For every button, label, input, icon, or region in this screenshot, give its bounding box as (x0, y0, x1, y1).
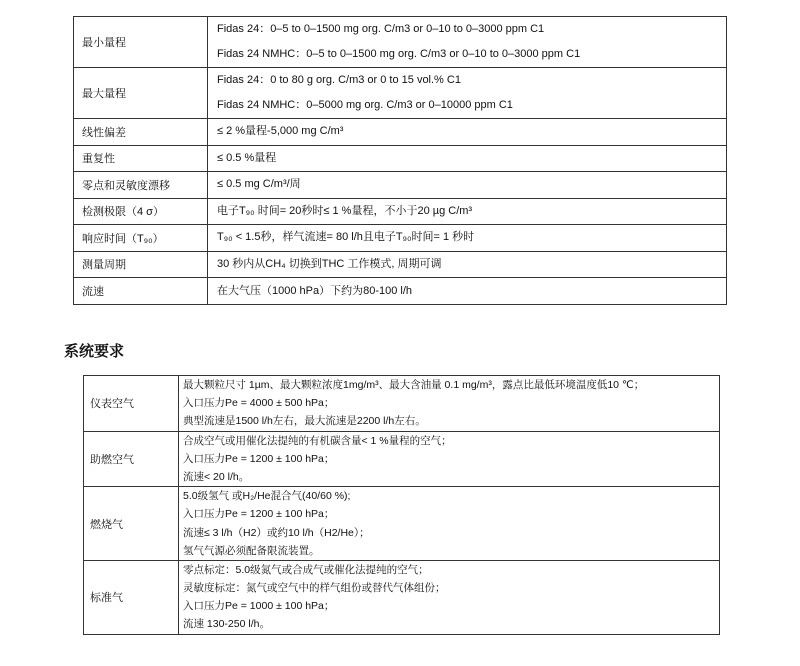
value-line: ≤ 0.5 %量程 (217, 151, 277, 164)
table-row (74, 145, 727, 172)
row-label: 响应时间（T₉₀） (74, 225, 208, 252)
value-line: ≤ 2 %量程-5,000 mg C/m³ (217, 125, 344, 137)
value-line: 典型流速是1500 l/h左右，最大流速是2200 l/h左右。 (183, 415, 426, 428)
table-row (84, 431, 720, 487)
row-value (208, 198, 727, 225)
row-label: 助燃空气 (84, 431, 179, 487)
row-label: 重复性 (74, 145, 208, 172)
value-line: Fidas 24 NMHC：0–5 to 0–1500 mg org. C/m3 or 0–10 to 0–3000 ppm C1 (217, 48, 581, 60)
row-label: 测量周期 (74, 251, 208, 278)
row-value (208, 119, 727, 146)
value-line: Fidas 24：0 to 80 g org. C/m3 or 0 to 15 vol.% C1 (217, 74, 461, 86)
value-line: 流速 130-250 l/h。 (183, 618, 270, 631)
value-line: 灵敏度标定：氮气或空气中的样气组份或替代气体组份； (183, 582, 446, 595)
value-line: 入口压力Pe = 1000 ± 100 hPa； (183, 600, 335, 613)
value-line: 零点标定：5.0级氮气或合成气或催化法提纯的空气； (183, 563, 429, 576)
value-line: 在大气压（1000 hPa）下约为80-100 l/h (217, 285, 413, 297)
table-row (74, 198, 727, 225)
row-value (208, 278, 727, 305)
value-line: 电子T₉₀ 时间= 20秒时≤ 1 %量程，不小于20 µg C/m³ (217, 204, 473, 217)
row-label: 检测极限（4 σ） (74, 198, 208, 225)
value-line: 入口压力Pe = 1200 ± 100 hPa； (183, 508, 335, 521)
value-line: 流速< 20 l/h。 (183, 470, 250, 483)
row-value (208, 145, 727, 172)
value-line: 30 秒内从CH₄ 切换到THC 工作模式, 周期可调 (217, 257, 442, 270)
row-label: 燃烧气 (84, 487, 179, 561)
row-value (179, 560, 720, 634)
value-line: 氢气气源必须配备限流装置。 (183, 544, 320, 557)
row-label: 标准气 (84, 560, 179, 634)
system-requirements-table (83, 375, 720, 635)
value-line: 入口压力Pe = 1200 ± 100 hPa； (183, 452, 335, 465)
value-line: T₉₀ < 1.5秒，样气流速= 80 l/h且电子T₉₀时间= 1 秒时 (217, 231, 475, 243)
value-line: Fidas 24 NMHC：0–5000 mg org. C/m3 or 0–10000 ppm C1 (217, 99, 513, 111)
row-value (208, 172, 727, 199)
table-row (84, 487, 720, 561)
row-value (208, 68, 727, 119)
row-label: 流速 (74, 278, 208, 305)
row-label: 最小量程 (74, 17, 208, 68)
row-value (208, 17, 727, 68)
table-row (74, 17, 727, 68)
row-value (179, 487, 720, 561)
table-row (74, 251, 727, 278)
value-line: Fidas 24：0–5 to 0–1500 mg org. C/m3 or 0–10 to 0–3000 ppm C1 (217, 23, 545, 35)
section-heading: 系统要求 (64, 342, 125, 360)
table-row (74, 172, 727, 199)
row-label: 零点和灵敏度漂移 (74, 172, 208, 199)
row-value (208, 225, 727, 252)
table-row (84, 560, 720, 634)
row-label: 仪表空气 (84, 376, 179, 432)
value-line: 5.0级氢气 或H₂/He混合气(40/60 %); (183, 490, 351, 503)
row-value (208, 251, 727, 278)
table-row (74, 225, 727, 252)
spec-table (73, 16, 727, 305)
table-row (74, 119, 727, 146)
value-line: 流速≤ 3 l/h（H2）或约10 l/h（H2/He）； (183, 526, 370, 539)
table-row (74, 68, 727, 119)
row-value (179, 376, 720, 432)
row-label: 最大量程 (74, 68, 208, 119)
value-line: 入口压力Pe = 4000 ± 500 hPa； (183, 397, 335, 410)
row-value (179, 431, 720, 487)
value-line: 合成空气或用催化法提纯的有机碳含量< 1 %量程的空气； (183, 434, 452, 447)
table-row (74, 278, 727, 305)
value-line: ≤ 0.5 mg C/m³/周 (217, 178, 301, 190)
table-row (84, 376, 720, 432)
value-line: 最大颗粒尺寸 1µm、最大颗粒浓度1mg/m³、最大含油量 0.1 mg/m³，露点比最低环境温度低10 ℃； (183, 379, 645, 391)
row-label: 线性偏差 (74, 119, 208, 146)
